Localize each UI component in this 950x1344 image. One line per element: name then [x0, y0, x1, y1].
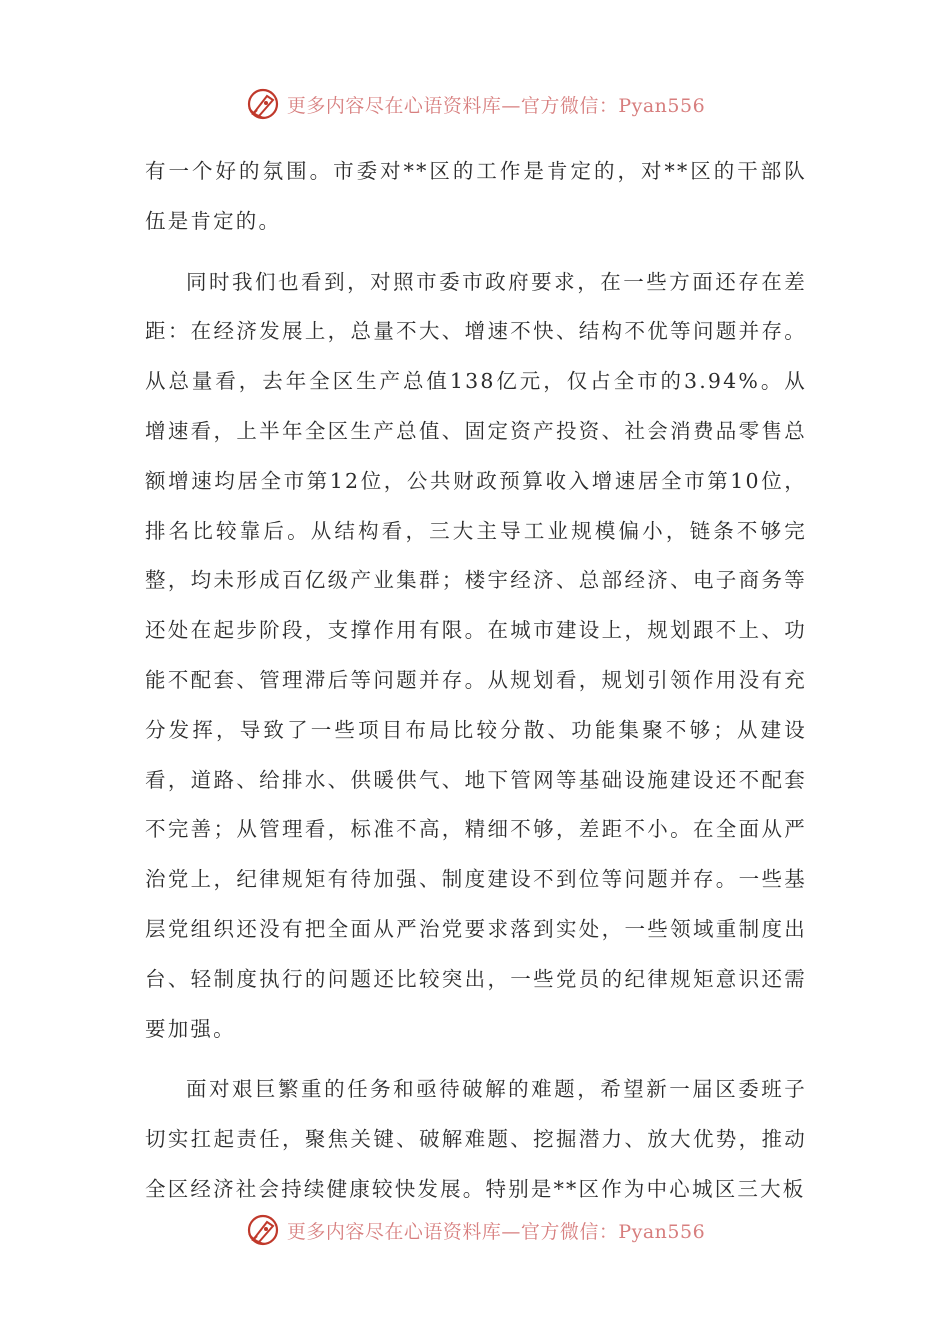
pen-nib-icon — [245, 1212, 281, 1248]
paragraph-3: 面对艰巨繁重的任务和亟待破解的难题，希望新一届区委班子切实扛起责任，聚焦关键、破解难题、挖掘潜力、放大优势，推动全区经济社会持续健康较快发展。特别是**区作为中心城区三大板 — [145, 1077, 807, 1201]
header-watermark-text: 更多内容尽在心语资料库—官方微信：Pyan556 — [286, 94, 706, 117]
paragraph-1: 有一个好的氛围。市委对**区的工作是肯定的，对**区的干部队伍是肯定的。 — [145, 159, 807, 233]
header-watermark — [0, 84, 950, 124]
pen-nib-icon — [245, 86, 281, 122]
document-body — [145, 147, 807, 1215]
footer-watermark-text: 更多内容尽在心语资料库—官方微信：Pyan556 — [286, 1220, 706, 1243]
footer-watermark — [0, 1210, 950, 1250]
paragraph-2: 同时我们也看到，对照市委市政府要求，在一些方面还存在差距：在经济发展上，总量不大、增速不快、结构不优等问题并存。从总量看，去年全区生产总值138亿元，仅占全市的3.94%。从增速看，上半年全区生产总值、固定资产投资、社会消费品零售总额增速均居全市第12位，公共财政预算收入增速居全市第10位，排名比较靠后。从结构看，三大主导工业规模偏小，链条不够完整，均未形成百亿级产业集群；楼宇经济、总部经济、电子商务等还处在起步阶段，支撑作用有限。在城市建设上，规划跟不上、功能不配套、管理滞后等问题并存。从规划看，规划引领作用没有充分发挥，导致了一些项目布局比较分散、功能集聚不够；从建设看，道路、给排水、供暖供气、地下管网等基础设施建设还不配套不完善；从管理看，标准不高，精细不够，差距不小。在全面从严治党上，纪律规矩有待加强、制度建设不到位等问题并存。一些基层党组织还没有把全面从严治党要求落到实处，一些领域重制度出台、轻制度执行的问题还比较突出，一些党员的纪律规矩意识还需要加强。 — [145, 269, 807, 1041]
